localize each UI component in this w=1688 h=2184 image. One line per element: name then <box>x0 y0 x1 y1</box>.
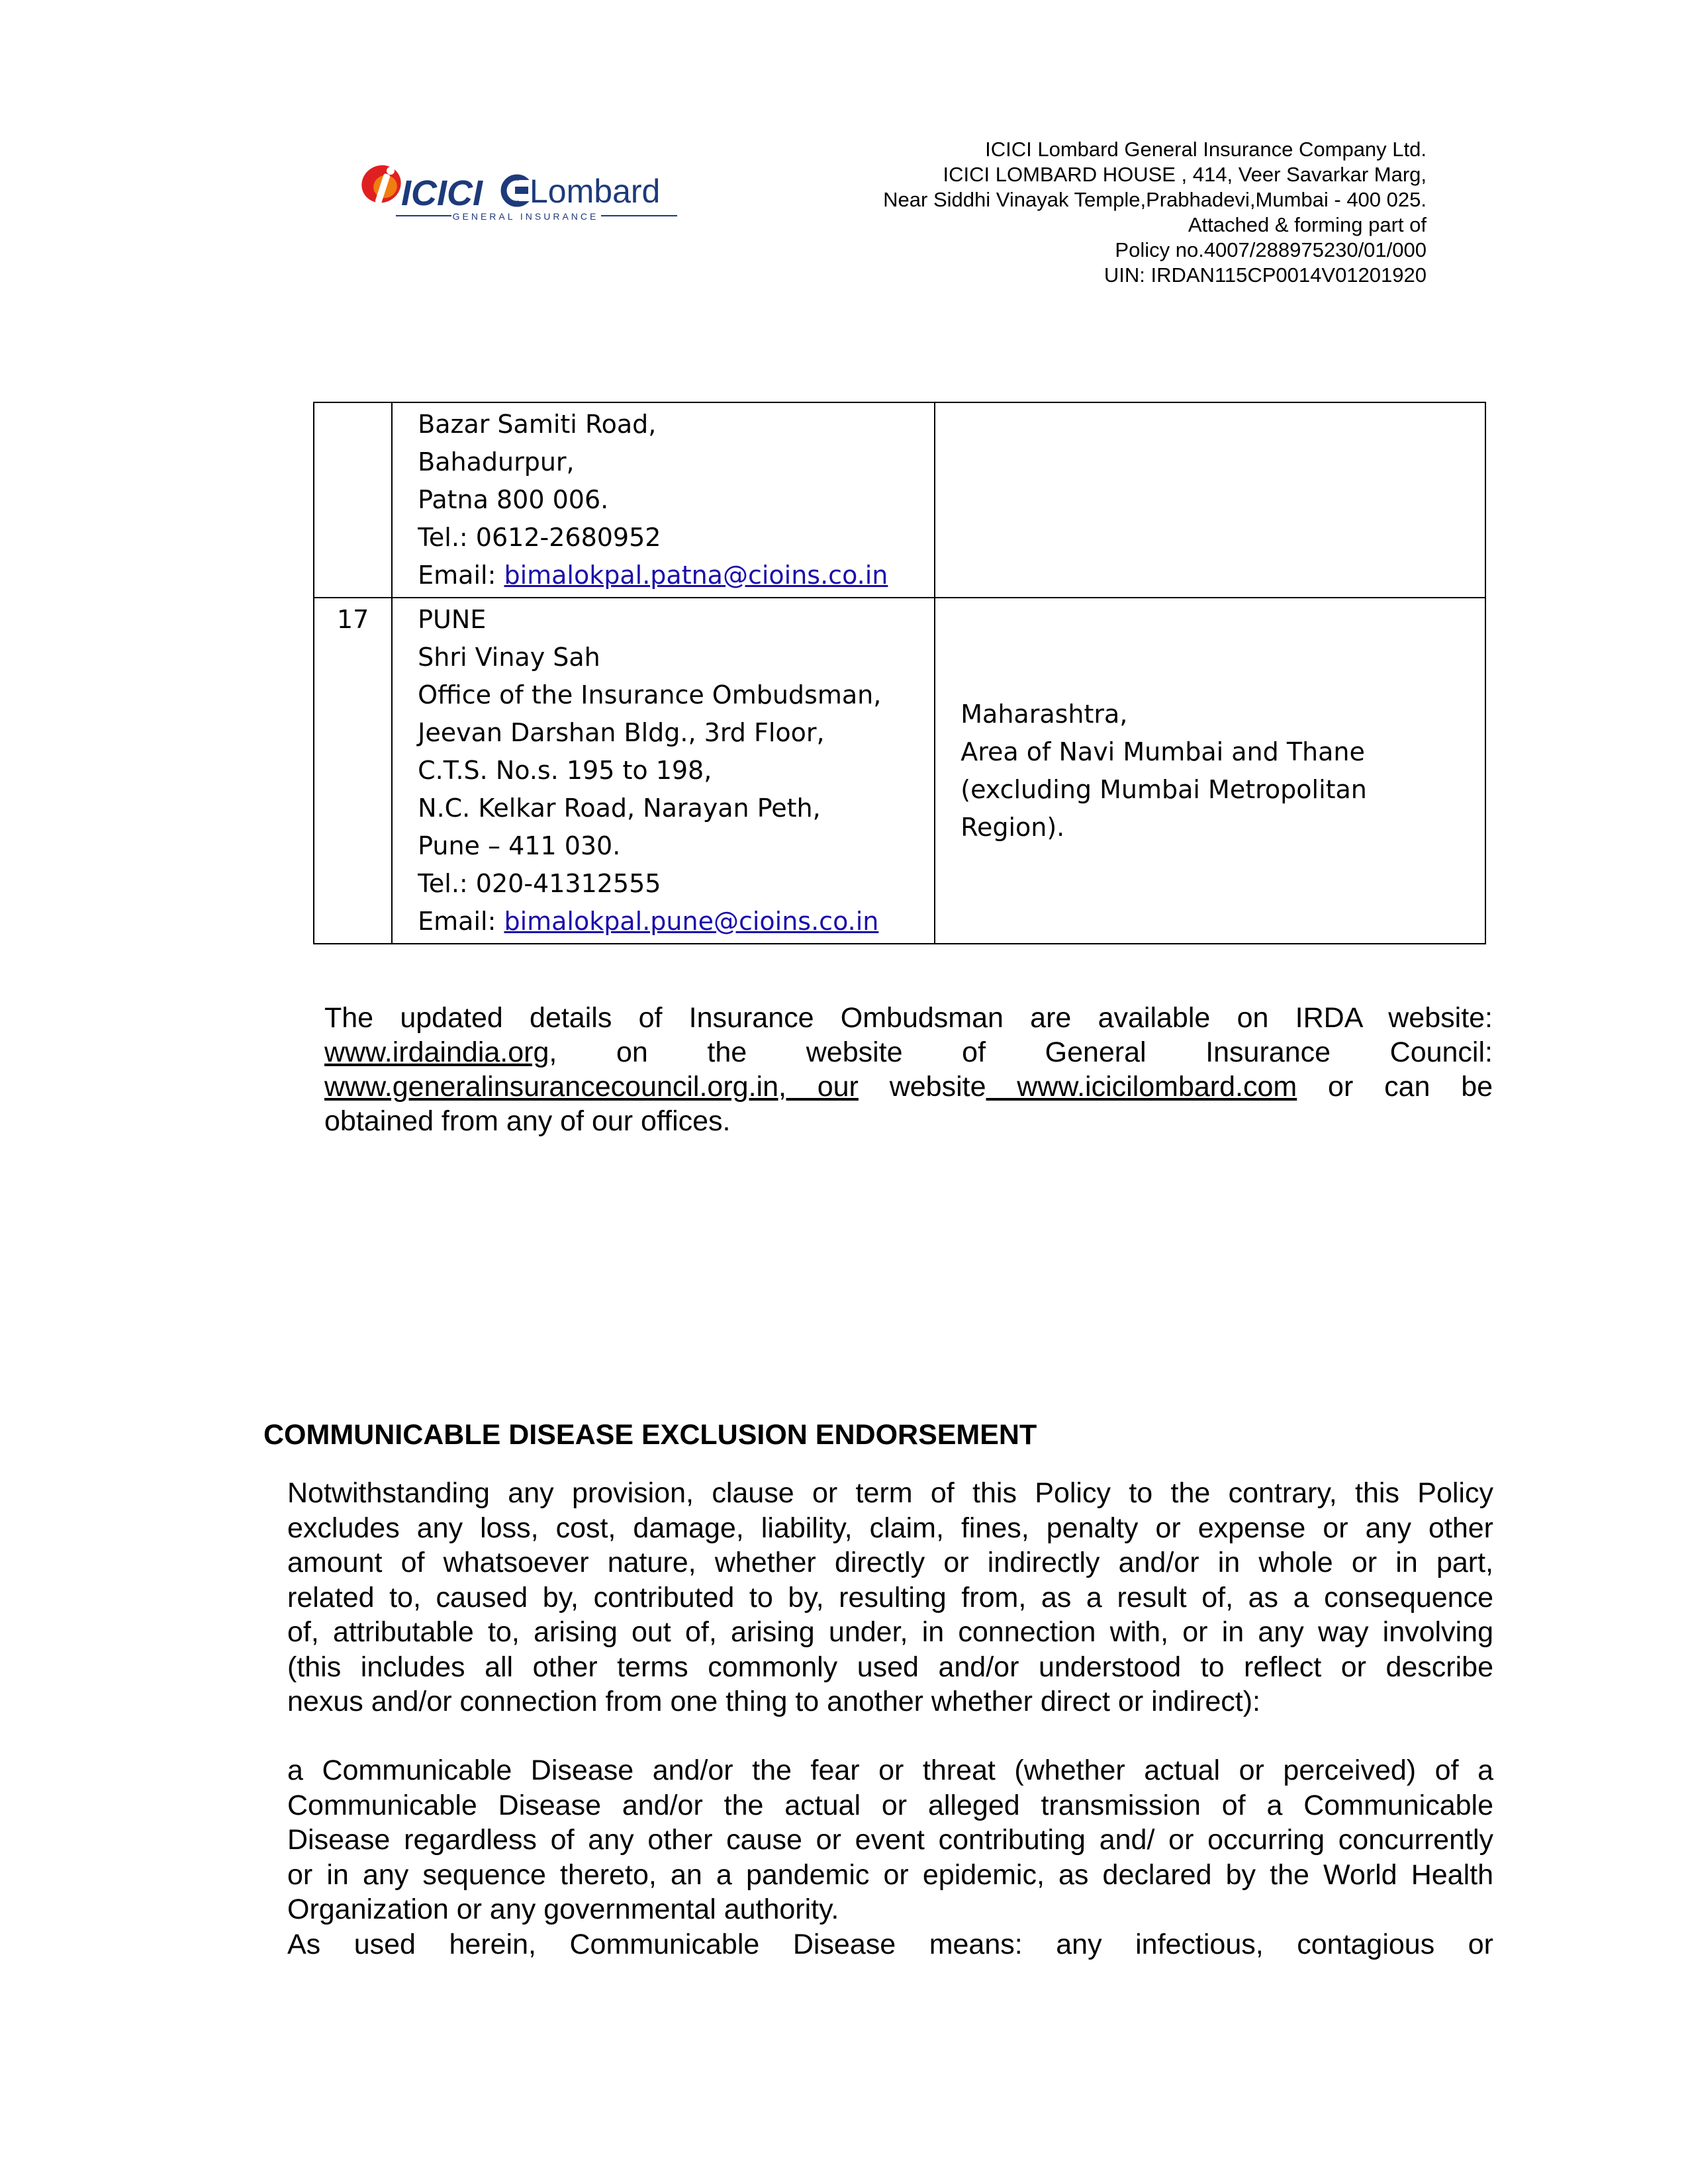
email-line <box>418 557 934 594</box>
email-link[interactable]: bimalokpal.pune@cioins.co.in <box>504 907 879 936</box>
jurisdiction-line: Region). <box>961 812 1065 842</box>
info-line: obtained from any of our offices. <box>324 1105 731 1137</box>
ombudsman-info-paragraph <box>324 1001 1493 1138</box>
ombudsman-table <box>313 402 1486 944</box>
info-text: or can be <box>1297 1071 1493 1103</box>
icici-lombard-logo <box>356 154 680 226</box>
paragraph-line: As used herein, Communicable Disease means: any infectious, contagious or <box>287 1928 1493 1960</box>
telephone-line: Tel.: 0612-2680952 <box>418 523 661 552</box>
paragraph-line: a Communicable Disease and/or the fear or threat (whether actual or perceived) of a <box>287 1754 1493 1786</box>
paragraph-line: or in any sequence thereto, an a pandemic or epidemic, as declared by the World Health <box>287 1858 1493 1891</box>
info-line <box>324 1035 1493 1069</box>
paragraph-line: Communicable Disease and/or the actual or alleged transmission of a Communicable <box>287 1789 1493 1821</box>
address-line: N.C. Kelkar Road, Narayan Peth, <box>418 794 821 823</box>
office-address-cell <box>392 598 935 944</box>
jurisdiction-line: (excluding Mumbai Metropolitan <box>961 774 1367 804</box>
ombudsman-name: Shri Vinay Sah <box>418 643 600 672</box>
address-line: Pune – 411 030. <box>418 831 621 860</box>
logo-icici-text: ICICI <box>401 173 483 213</box>
paragraph-line: Disease regardless of any other cause or event contributing and/ or occurring concurrently <box>287 1824 1493 1856</box>
email-label: Email: <box>418 561 504 590</box>
serial-cell <box>314 598 392 944</box>
address-line: Jeevan Darshan Bldg., 3rd Floor, <box>418 718 825 747</box>
info-text: website <box>858 1071 986 1103</box>
address-line: Office of the Insurance Ombudsman, <box>418 680 882 709</box>
serial-number <box>314 406 391 443</box>
info-line <box>324 1069 1493 1104</box>
email-line <box>418 903 934 940</box>
irda-link[interactable]: www.irdaindia.org <box>324 1036 549 1068</box>
table-row <box>314 402 1485 598</box>
icici-website-link[interactable]: www.icicilombard.com <box>986 1071 1297 1103</box>
paragraph-line: amount of whatsoever nature, whether directly or indirectly and/or in whole or in part, <box>287 1547 1493 1578</box>
logo-tagline: GENERAL INSURANCE <box>452 211 599 222</box>
email-link[interactable]: bimalokpal.patna@cioins.co.in <box>504 561 888 590</box>
table-row <box>314 598 1485 944</box>
office-city: PUNE <box>418 605 487 634</box>
address-line: C.T.S. No.s. 195 to 198, <box>418 756 712 785</box>
paragraph-line: of, attributable to, arising out of, arising under, in connection with, or in any way involving <box>287 1616 1493 1648</box>
company-name: ICICI Lombard General Insurance Company Ltd. <box>985 138 1427 161</box>
policy-number: Policy no.4007/288975230/01/000 <box>1115 238 1427 261</box>
address-line: Bahadurpur, <box>418 447 575 477</box>
paragraph-line: excludes any loss, cost, damage, liability, claim, fines, penalty or expense or any other <box>287 1512 1493 1544</box>
attached-note: Attached & forming part of <box>1188 213 1427 236</box>
gic-link[interactable]: www.generalinsurancecouncil.org.in, our <box>324 1071 859 1103</box>
endorsement-paragraph-2 <box>287 1753 1493 1962</box>
jurisdiction-line: Maharashtra, <box>961 699 1128 729</box>
serial-cell <box>314 402 392 598</box>
office-address-cell <box>392 402 935 598</box>
endorsement-paragraph-1 <box>287 1476 1493 1719</box>
paragraph-line: related to, caused by, contributed to by, resulting from, as a result of, as a consequence <box>287 1581 1493 1614</box>
company-header <box>765 137 1427 288</box>
logo-swirl-icon <box>356 159 407 209</box>
paragraph-line: (this includes all other terms commonly used and/or understood to reflect or describe <box>287 1651 1493 1683</box>
company-address-line: Near Siddhi Vinayak Temple,Prabhadevi,Mumbai - 400 025. <box>883 188 1427 211</box>
paragraph-line: Notwithstanding any provision, clause or term of this Policy to the contrary, this Policy <box>287 1477 1493 1509</box>
info-line: The updated details of Insurance Ombudsman are available on IRDA website: <box>324 1002 1493 1034</box>
jurisdiction-line: Area of Navi Mumbai and Thane <box>961 737 1365 766</box>
email-label: Email: <box>418 907 504 936</box>
jurisdiction-cell <box>935 402 1485 598</box>
paragraph-line: Organization or any governmental authority. <box>287 1893 839 1925</box>
company-address-line: ICICI LOMBARD HOUSE , 414, Veer Savarkar Marg, <box>943 163 1427 186</box>
info-text: , on the website of General Insurance Council: <box>549 1036 1493 1068</box>
logo-lombard-text: Lombard <box>530 173 661 210</box>
address-line: Patna 800 006. <box>418 485 609 514</box>
address-line: Bazar Samiti Road, <box>418 410 657 439</box>
jurisdiction-cell <box>935 598 1485 944</box>
paragraph-line: nexus and/or connection from one thing to another whether direct or indirect): <box>287 1686 1260 1717</box>
uin-number: UIN: IRDAN115CP0014V01201920 <box>1103 263 1427 287</box>
telephone-line: Tel.: 020-41312555 <box>418 869 661 898</box>
serial-number: 17 <box>336 605 369 634</box>
endorsement-title: COMMUNICABLE DISEASE EXCLUSION ENDORSEMENT <box>263 1419 1037 1451</box>
